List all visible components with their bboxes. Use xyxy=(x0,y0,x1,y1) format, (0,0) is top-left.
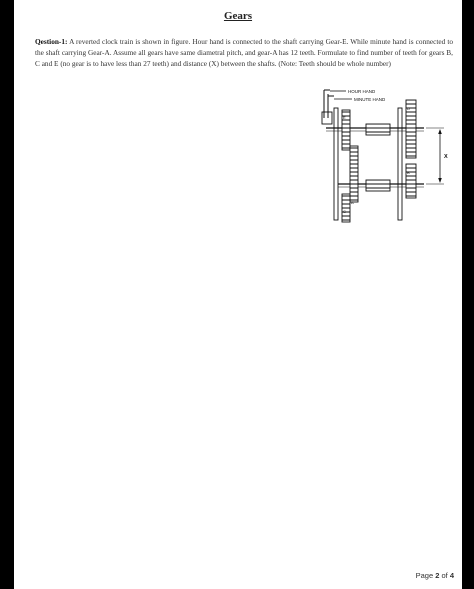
question-body: A reverted clock train is shown in figure. Hour hand is connected to the shaft carrying Gear-E. While minute hand is connected to the shaft carrying Gear-A. Assume all gears have same diametral pitch, and gear-A has 12 teeth. Formulate to find number of teeth for gears B, C and E (no gear is to have less than 27 teeth) and distance (X) between the shafts. (Note: Teeth should be whole number) xyxy=(35,37,453,68)
distance-label: X xyxy=(444,154,448,160)
gear-e-label: E xyxy=(343,115,346,120)
page-title: Gears xyxy=(223,10,253,22)
clock-hands-hub xyxy=(322,90,334,124)
minute-hand-label: MINUTE HAND xyxy=(354,97,386,102)
question-label: Qestion-1: xyxy=(35,37,68,46)
page-number: Page 2 of 4 xyxy=(415,571,454,580)
top-middle-bushing xyxy=(366,124,390,135)
bottom-middle-bushing xyxy=(366,180,390,191)
gear-d-label: D xyxy=(407,106,410,111)
left-frame-plate xyxy=(334,108,338,220)
gear-c xyxy=(342,194,350,222)
gear-a-label: A xyxy=(351,200,354,205)
gear-b-label: B xyxy=(407,170,410,175)
document-page xyxy=(14,0,462,589)
right-frame-plate xyxy=(398,108,402,220)
question-text xyxy=(35,37,453,69)
gear-c-label: C xyxy=(343,209,346,214)
distance-dimension xyxy=(426,128,444,184)
gear-a xyxy=(350,146,358,202)
clock-train-figure xyxy=(298,86,458,226)
hour-hand-label: HOUR HAND xyxy=(348,89,376,94)
